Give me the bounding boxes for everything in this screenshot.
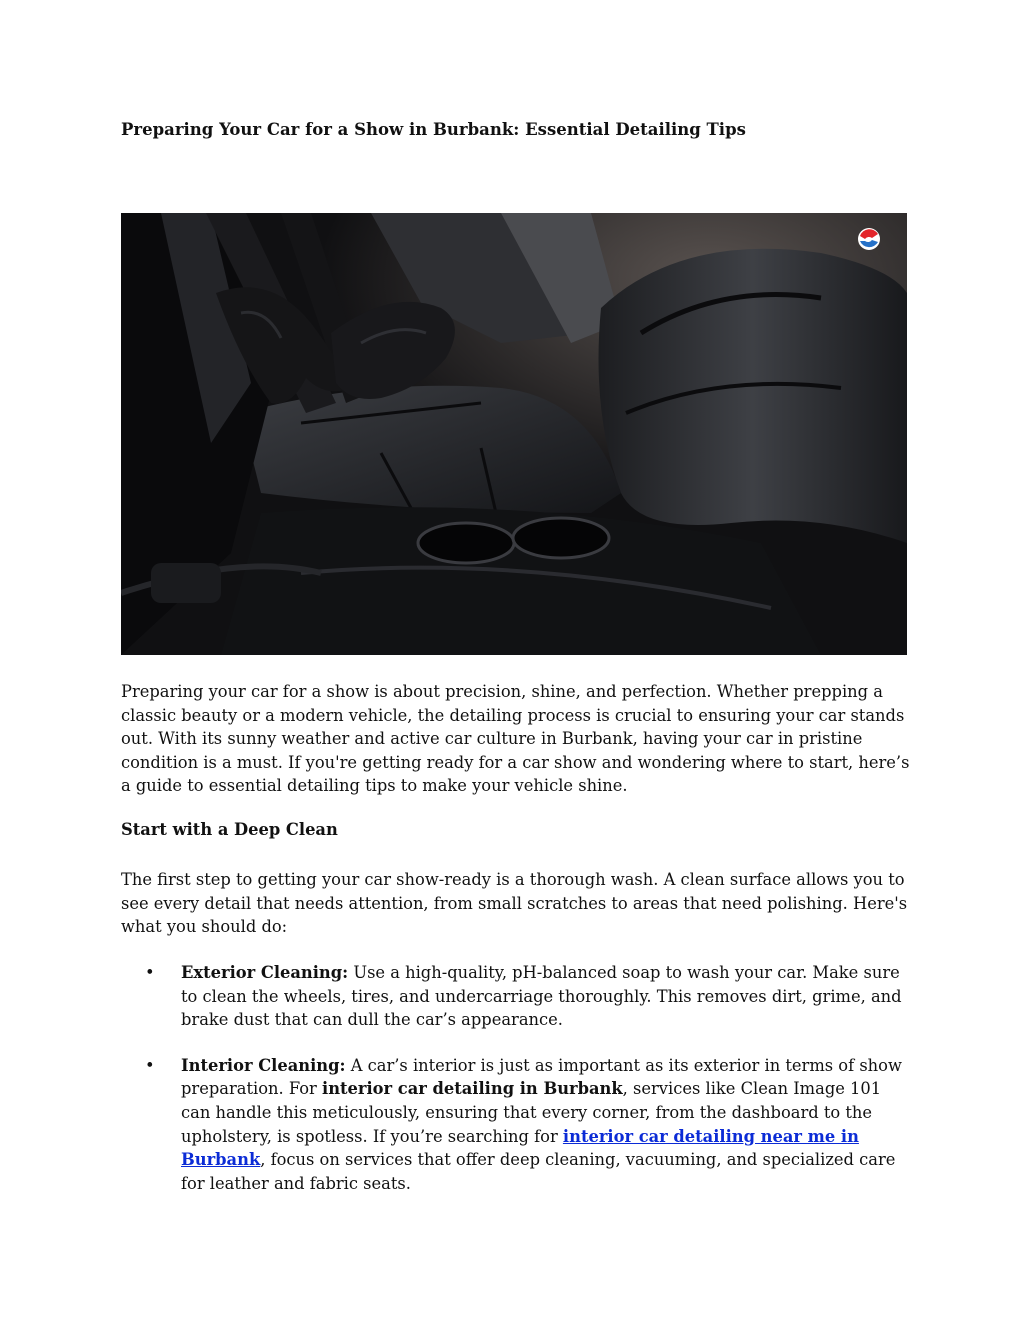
- bullet-label: Exterior Cleaning:: [181, 963, 349, 982]
- section-intro-paragraph: The first step to getting your car show-ready is a thorough wash. A clean surface allows you to see every detail that needs attention, from small scratches to areas that need polishing. Here's what you should do:: [121, 870, 908, 937]
- bullet-text: , focus on services that offer deep cleaning, vacuuming, and specialized care for leather and fabric seats.: [181, 1150, 896, 1193]
- page-title: Preparing Your Car for a Show in Burbank: Essential Detailing Tips: [121, 120, 746, 139]
- list-item: [121, 1054, 911, 1196]
- bullet-icon: •: [145, 1055, 155, 1075]
- bullet-text: A car’s interior is just as important as its exterior in terms of show preparation. For: [181, 1055, 902, 1099]
- intro-paragraph: Preparing your car for a show is about precision, shine, and perfection. Whether prepping a classic beauty or a modern vehicle, the detailing process is crucial to ensuring your car stands out. With its sunny weather and active car culture in Burbank, having your car in pristine condition is a must. If you're getting ready for a car show and wondering where to start, here’s a guide to essential detailing tips to make your vehicle shine.: [121, 682, 910, 796]
- list-item: [121, 961, 911, 1032]
- interior-detailing-link[interactable]: interior car detailing near me in Burbank: [181, 1126, 859, 1170]
- tips-list: [121, 961, 911, 1195]
- bullet-text: Use a high-quality, pH-balanced soap to wash your car. Make sure to clean the wheels, tires, and undercarriage thoroughly. This removes dirt, grime, and brake dust that can dull the car’s appearance.: [181, 963, 902, 1030]
- brand-logo-icon: [858, 228, 880, 250]
- hero-image: [121, 213, 907, 655]
- car-interior-illustration: [121, 213, 907, 655]
- bullet-label: Interior Cleaning:: [181, 1055, 346, 1075]
- section-heading: Start with a Deep Clean: [121, 820, 338, 839]
- bullet-icon: •: [145, 963, 155, 982]
- bullet-text: , services like Clean Image 101 can handle this meticulously, ensuring that every corner, from the dashboard to the upholstery, is spotless. If you’re searching for: [181, 1079, 882, 1146]
- bold-phrase: interior car detailing in Burbank: [322, 1079, 623, 1099]
